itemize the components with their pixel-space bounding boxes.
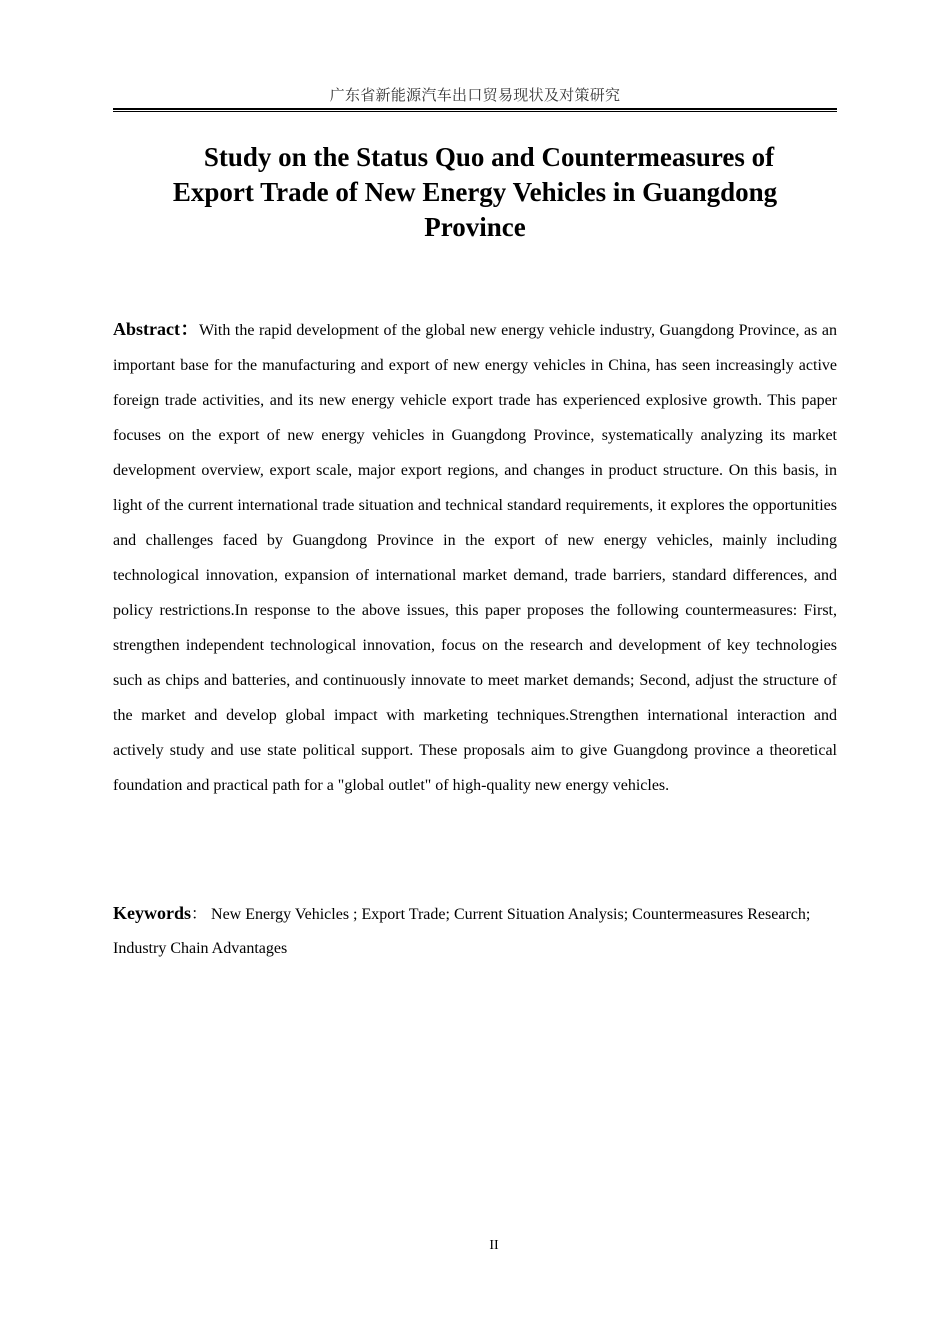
running-header: 广东省新能源汽车出口贸易现状及对策研究 (329, 86, 621, 104)
keywords-section (113, 896, 837, 966)
title-line-3: Province (424, 212, 526, 242)
abstract-label: Abstract： (113, 319, 200, 339)
abstract-text: With the rapid development of the global new energy vehicle industry, Guangdong Province, as an important base for the manufacturing and export of new energy vehicles in China, has seen increasingly active foreign trade activities, and its new energy vehicle export trade has experienced explosive growth. This paper focuses on the export of new energy vehicles in Guangdong Province, systematically analyzing its market development overview, export scale, major export regions, and changes in product structure. On this basis, in light of the current international trade situation and technical standard requirements, it explores the opportunities and challenges faced by Guangdong Province in the export of new energy vehicles, mainly including technological innovation, expansion of international market demand, trade barriers, standard differences, and policy restrictions.In response to the above issues, this paper proposes the following countermeasures: First, strengthen independent technological innovation, focus on the research and development of key technologies such as chips and batteries, and continuously innovate to meet market demands; Second, adjust the structure of the market and develop global impact with marketing techniques.Strengthen international interaction and actively study and use state political support. These proposals aim to give Guangdong province a theoretical foundation and practical path for a "global outlet" of high-quality new energy vehicles. (113, 322, 837, 794)
page-number: II (489, 1238, 499, 1253)
keywords-separator: ： (191, 906, 208, 923)
keywords-label: Keywords (113, 903, 191, 923)
title-line-1: Study on the Status Quo and Countermeasures of (203, 142, 775, 172)
title-line-2: Export Trade of New Energy Vehicles in Guangdong (172, 177, 778, 207)
header-double-rule (113, 108, 837, 112)
keywords-text: New Energy Vehicles ; Export Trade; Current Situation Analysis; Countermeasures Research; Industry Chain Advantages (113, 906, 811, 957)
abstract-section (113, 312, 837, 803)
paper-title (150, 140, 800, 245)
